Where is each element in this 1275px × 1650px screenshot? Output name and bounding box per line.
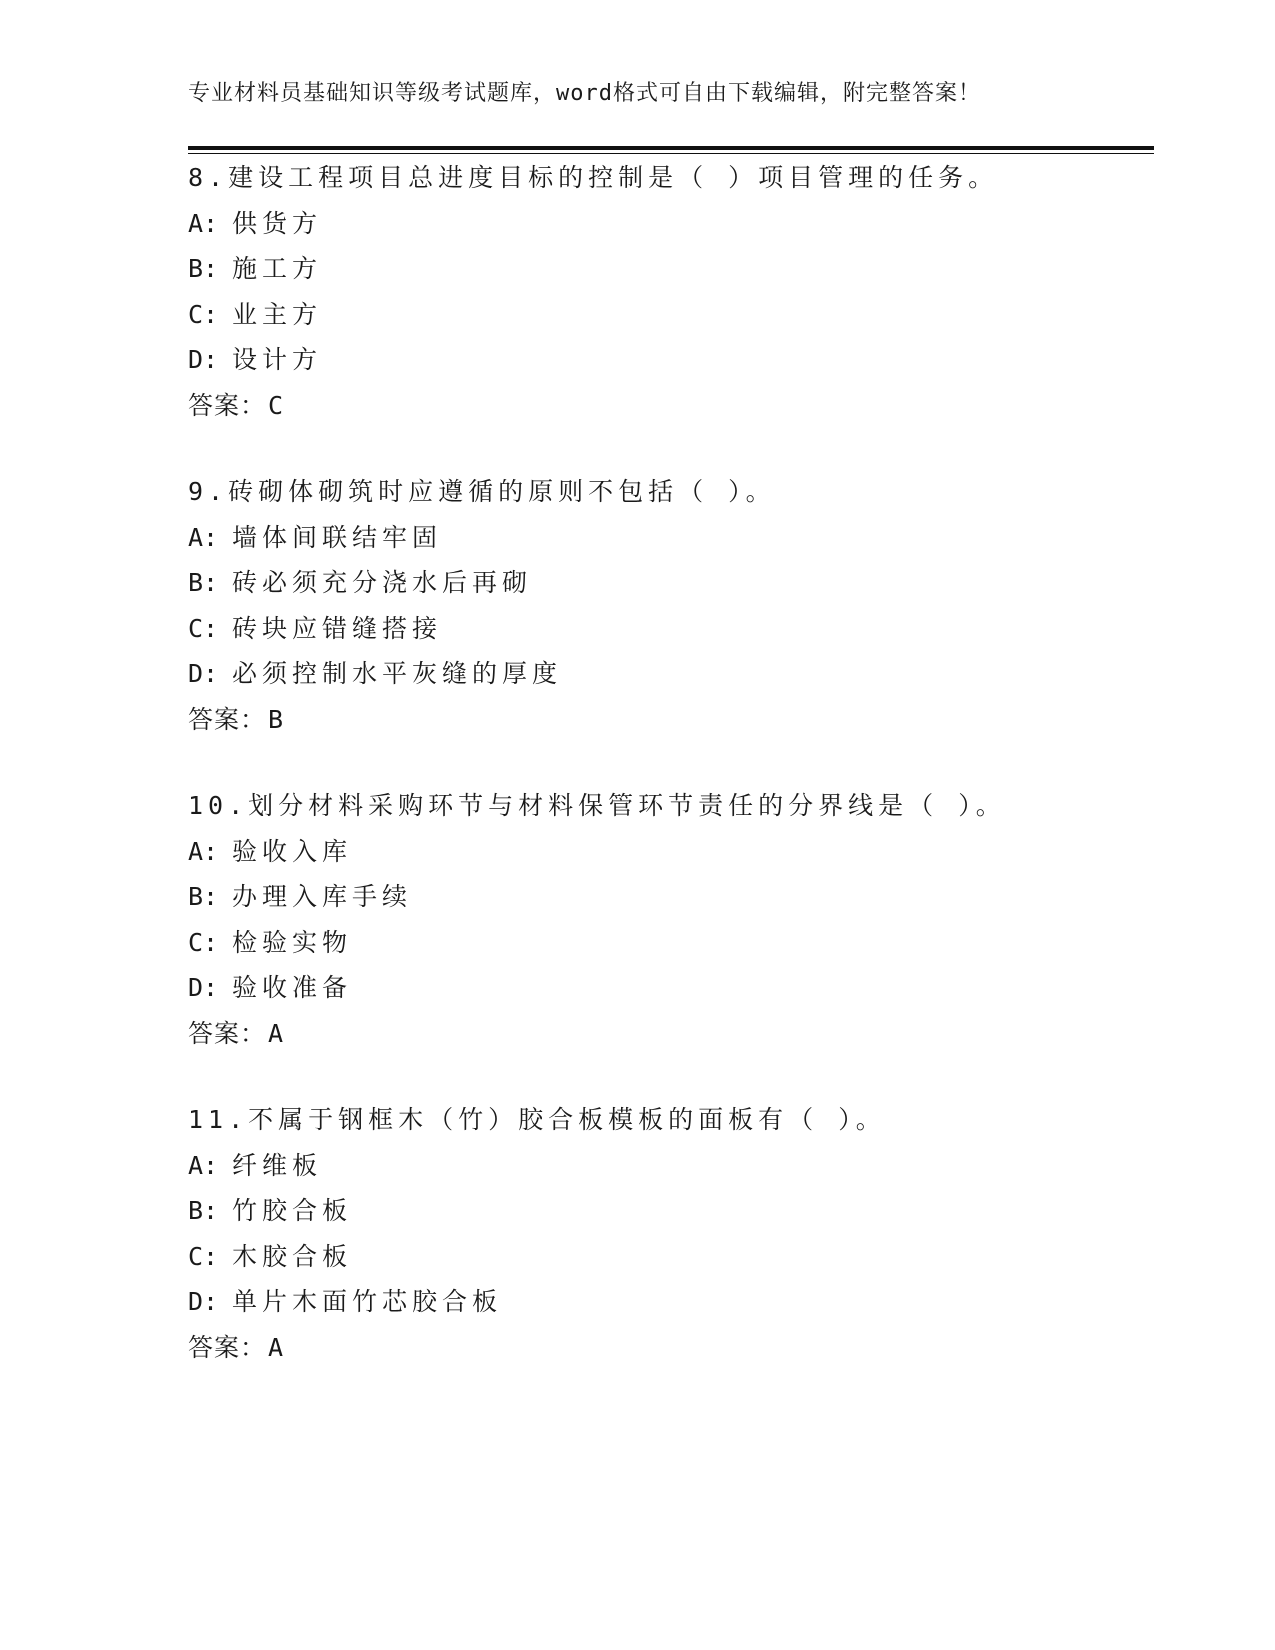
option-d bbox=[188, 1279, 1154, 1325]
option-letter: D: bbox=[188, 659, 219, 688]
option-text: 必须控制水平灰缝的厚度 bbox=[232, 659, 563, 688]
option-c bbox=[188, 1234, 1154, 1280]
option-letter: A: bbox=[188, 522, 219, 552]
option-letter: B: bbox=[188, 254, 219, 283]
answer-value: A bbox=[268, 1018, 285, 1048]
option-letter: C: bbox=[188, 1241, 219, 1271]
option-c bbox=[188, 292, 1154, 338]
option-letter: D: bbox=[188, 345, 219, 374]
option-text: 业主方 bbox=[232, 299, 323, 329]
option-a bbox=[188, 515, 1154, 561]
option-d bbox=[188, 337, 1154, 383]
question-11 bbox=[188, 1097, 1154, 1370]
option-text: 供货方 bbox=[232, 208, 323, 238]
question-stem: 9.砖砌体砌筑时应遵循的原则不包括（ ）。 bbox=[188, 477, 776, 506]
answer-line bbox=[188, 697, 1154, 743]
option-letter: C: bbox=[188, 927, 219, 957]
answer-line bbox=[188, 1011, 1154, 1057]
question-8 bbox=[188, 155, 1154, 428]
option-a bbox=[188, 201, 1154, 247]
option-letter: C: bbox=[188, 613, 219, 643]
option-text: 验收入库 bbox=[232, 836, 353, 866]
answer-label: 答案： bbox=[188, 1018, 267, 1048]
option-d bbox=[188, 651, 1154, 697]
option-text: 纤维板 bbox=[232, 1150, 323, 1180]
question-stem: 8.建设工程项目总进度目标的控制是（ ）项目管理的任务。 bbox=[188, 163, 999, 192]
option-text: 竹胶合板 bbox=[232, 1196, 353, 1225]
option-a bbox=[188, 1143, 1154, 1189]
option-c bbox=[188, 606, 1154, 652]
option-letter: C: bbox=[188, 299, 219, 329]
option-letter: A: bbox=[188, 208, 219, 238]
header-rule-thick bbox=[188, 146, 1154, 150]
option-letter: A: bbox=[188, 836, 219, 866]
option-text: 木胶合板 bbox=[232, 1241, 353, 1271]
option-text: 砖必须充分浇水后再砌 bbox=[232, 568, 533, 597]
option-text: 施工方 bbox=[232, 254, 323, 283]
option-a bbox=[188, 829, 1154, 875]
answer-label: 答案： bbox=[188, 1332, 267, 1362]
option-letter: D: bbox=[188, 1287, 219, 1316]
option-letter: B: bbox=[188, 882, 219, 911]
answer-value: B bbox=[268, 704, 285, 734]
answer-line bbox=[188, 383, 1154, 429]
answer-line bbox=[188, 1325, 1154, 1371]
option-text: 办理入库手续 bbox=[232, 882, 413, 911]
question-stem: 10.划分材料采购环节与材料保管环节责任的分界线是（ ）。 bbox=[188, 791, 1006, 820]
document-header: 专业材料员基础知识等级考试题库，word格式可自由下载编辑，附完整答案！ bbox=[188, 81, 981, 106]
question-stem: 11.不属于钢框木（竹）胶合板模板的面板有（ ）。 bbox=[188, 1105, 886, 1134]
option-d bbox=[188, 965, 1154, 1011]
option-text: 单片木面竹芯胶合板 bbox=[232, 1287, 503, 1316]
question-9 bbox=[188, 469, 1154, 742]
answer-label: 答案： bbox=[188, 704, 267, 734]
answer-value: A bbox=[268, 1332, 285, 1362]
option-text: 砖块应错缝搭接 bbox=[232, 613, 443, 643]
option-b bbox=[188, 874, 1154, 920]
option-b bbox=[188, 246, 1154, 292]
header-rule-thin bbox=[188, 153, 1154, 154]
option-letter: D: bbox=[188, 973, 219, 1002]
question-10 bbox=[188, 783, 1154, 1056]
option-text: 验收准备 bbox=[232, 973, 353, 1002]
option-text: 墙体间联结牢固 bbox=[232, 522, 443, 552]
option-text: 设计方 bbox=[232, 345, 323, 374]
option-letter: B: bbox=[188, 1196, 219, 1225]
option-letter: B: bbox=[188, 568, 219, 597]
option-text: 检验实物 bbox=[232, 927, 353, 957]
option-c bbox=[188, 920, 1154, 966]
option-b bbox=[188, 1188, 1154, 1234]
option-b bbox=[188, 560, 1154, 606]
answer-value: C bbox=[268, 390, 285, 420]
answer-label: 答案： bbox=[188, 390, 267, 420]
option-letter: A: bbox=[188, 1150, 219, 1180]
